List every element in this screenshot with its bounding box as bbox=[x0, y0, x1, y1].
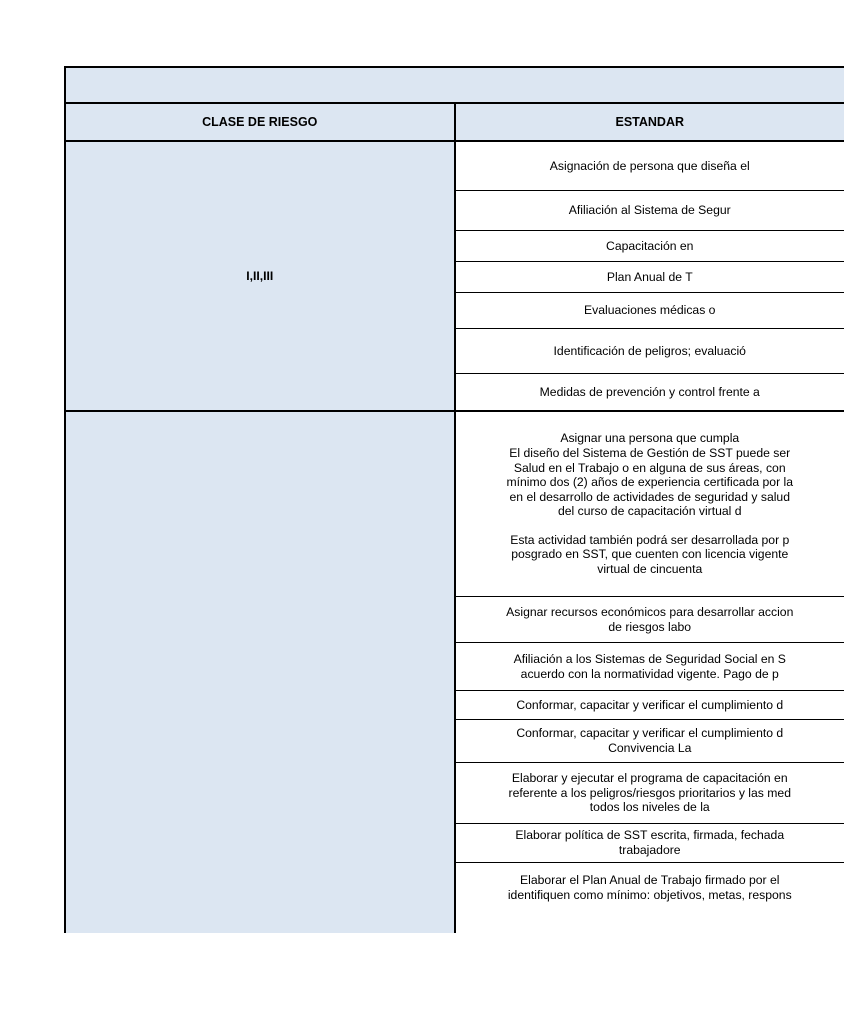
title-row bbox=[65, 67, 844, 103]
table-row bbox=[65, 411, 844, 597]
standard-item: Conformar, capacitar y verificar el cumplimiento d Convivencia La bbox=[455, 720, 844, 763]
standard-item: Afiliación a los Sistemas de Seguridad Social en S acuerdo con la normatividad vigente. Pago de p bbox=[455, 643, 844, 691]
design-paragraph-1: Asignar una persona que cumpla El diseño del Sistema de Gestión de SST puede ser Salud en el Trabajo o en alguna de sus áreas, con mínimo dos (2) años de experiencia certificada por la en el desarrollo de actividades de seguridad y salud del curso de capacitación virtual d bbox=[506, 431, 794, 519]
standard-item: Evaluaciones médicas o bbox=[455, 293, 844, 329]
design-paragraph-2: Esta actividad también podrá ser desarrollada por p posgrado en SST, que cuenten con licencia vigente virtual de cincuenta bbox=[510, 532, 790, 577]
standard-item: Asignación de persona que diseña el bbox=[455, 141, 844, 191]
risk-class-cell-1: I,II,III bbox=[65, 141, 455, 411]
standard-item: Asignar recursos económicos para desarrollar accion de riesgos labo bbox=[455, 597, 844, 643]
standard-item: Elaborar política de SST escrita, firmada, fechada trabajadore bbox=[455, 824, 844, 863]
standard-item-design bbox=[455, 411, 844, 597]
table-row bbox=[65, 141, 844, 191]
standard-item: Conformar, capacitar y verificar el cumplimiento d bbox=[455, 691, 844, 720]
standard-item: Plan Anual de T bbox=[455, 262, 844, 293]
standard-item: Elaborar el Plan Anual de Trabajo firmado por el identifiquen como mínimo: objetivos, metas, respons bbox=[507, 873, 792, 902]
standard-item: Identificación de peligros; evaluació bbox=[455, 329, 844, 374]
col-header-standards: ESTANDAR bbox=[455, 103, 844, 141]
spreadsheet bbox=[64, 66, 794, 904]
standard-item: Medidas de prevención y control frente a bbox=[455, 374, 844, 412]
risk-class-cell-2 bbox=[65, 411, 455, 933]
col-header-risk-class: CLASE DE RIESGO bbox=[65, 103, 455, 141]
header-row bbox=[65, 103, 844, 141]
standards-table bbox=[64, 66, 844, 933]
paragraph-gap bbox=[456, 519, 844, 533]
standard-item: Elaborar y ejecutar el programa de capacitación en referente a los peligros/riesgos prioritarios y las med todos los niveles de la bbox=[455, 763, 844, 824]
standard-item: Afiliación al Sistema de Segur bbox=[455, 191, 844, 231]
title-cell bbox=[65, 67, 844, 103]
standard-item: Capacitación en bbox=[455, 231, 844, 262]
